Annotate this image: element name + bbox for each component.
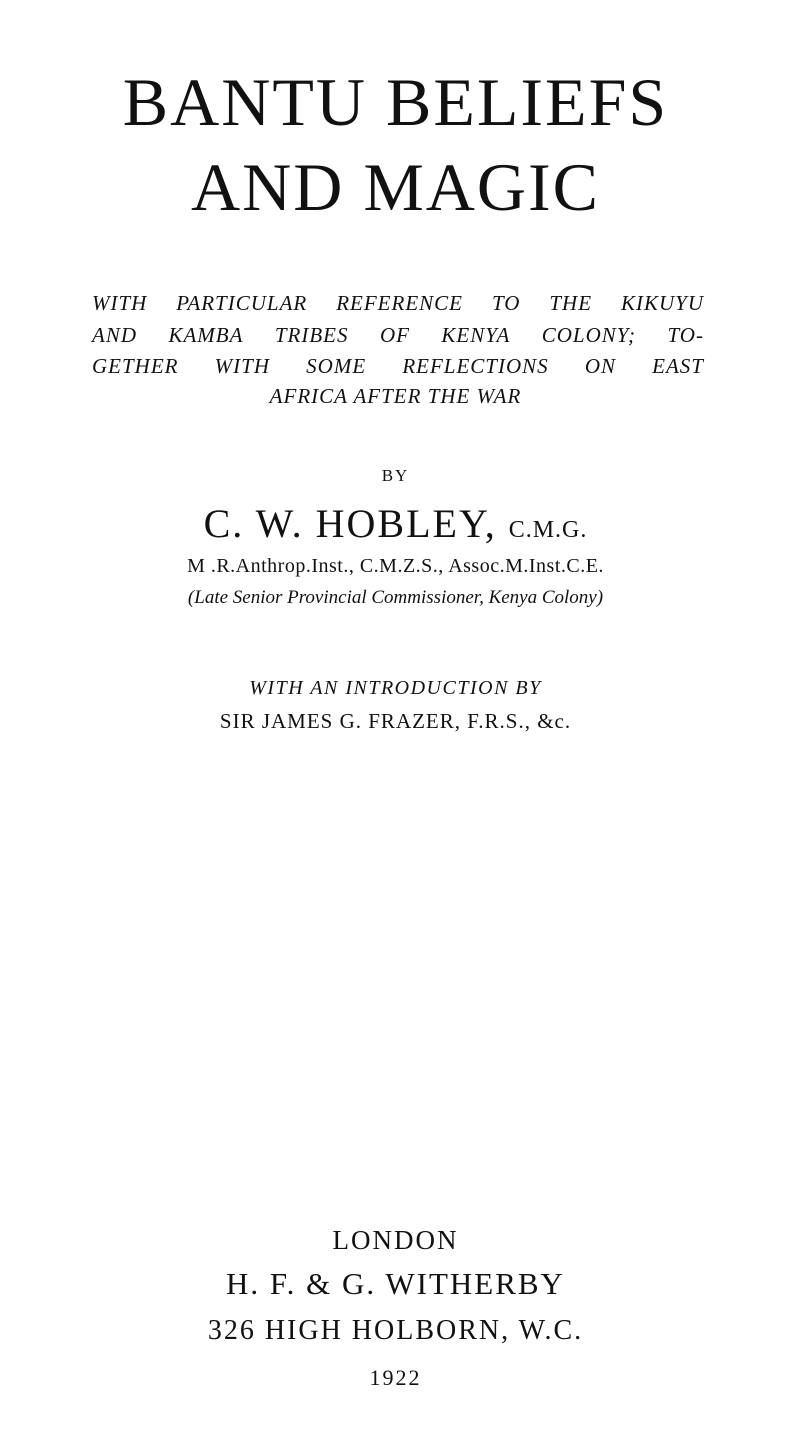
subtitle-word: SOME — [306, 354, 367, 378]
subtitle-word: AND — [92, 323, 137, 347]
subtitle-line-3 — [92, 350, 704, 382]
subtitle-word: TRIBES — [274, 323, 349, 347]
author-honour: C.M.G. — [508, 517, 588, 543]
subtitle-word: REFERENCE — [336, 291, 463, 315]
author-qualifications: M .R.Anthrop.Inst., C.M.Z.S., Assoc.M.Inst.C.E. — [187, 555, 604, 577]
publication-year: 1922 — [369, 1365, 422, 1390]
subtitle-word: THE — [549, 291, 593, 315]
subtitle-line-4: AFRICA AFTER THE WAR — [269, 384, 522, 408]
introduction-label: WITH AN INTRODUCTION BY — [249, 677, 542, 699]
by-label: BY — [381, 466, 410, 485]
subtitle-word: GETHER — [92, 354, 179, 378]
book-title-line-1: BANTU BELIEFS — [122, 64, 669, 140]
author-position: (Late Senior Provincial Commissioner, Kenya Colony) — [187, 587, 604, 608]
subtitle-word: WITH — [214, 354, 270, 378]
publisher-city: LONDON — [332, 1225, 459, 1255]
subtitle-word: KIKUYU — [620, 291, 704, 315]
subtitle-line-2 — [92, 319, 704, 351]
subtitle-word: TO- — [667, 323, 704, 347]
publisher-name: H. F. & G. WITHERBY — [226, 1266, 565, 1301]
author-name — [0, 500, 791, 547]
subtitle-word: ON — [584, 354, 616, 378]
book-title-line-2: AND MAGIC — [191, 149, 600, 225]
subtitle-word: TO — [491, 291, 521, 315]
subtitle-word: PARTICULAR — [176, 291, 308, 315]
subtitle-word: KENYA — [441, 323, 511, 347]
subtitle-word: REFLECTIONS — [402, 354, 549, 378]
subtitle-word: WITH — [92, 291, 148, 315]
subtitle-line-1 — [92, 287, 704, 319]
subtitle-word: EAST — [652, 354, 704, 378]
introduction-author: SIR JAMES G. FRAZER, F.R.S., &c. — [219, 709, 572, 733]
subtitle-word: KAMBA — [168, 323, 244, 347]
publisher-address: 326 HIGH HOLBORN, W.C. — [207, 1315, 584, 1346]
subtitle-word: COLONY; — [541, 323, 637, 347]
author-name-text: C. W. HOBLEY, — [203, 501, 497, 546]
subtitle-word: OF — [379, 323, 410, 347]
